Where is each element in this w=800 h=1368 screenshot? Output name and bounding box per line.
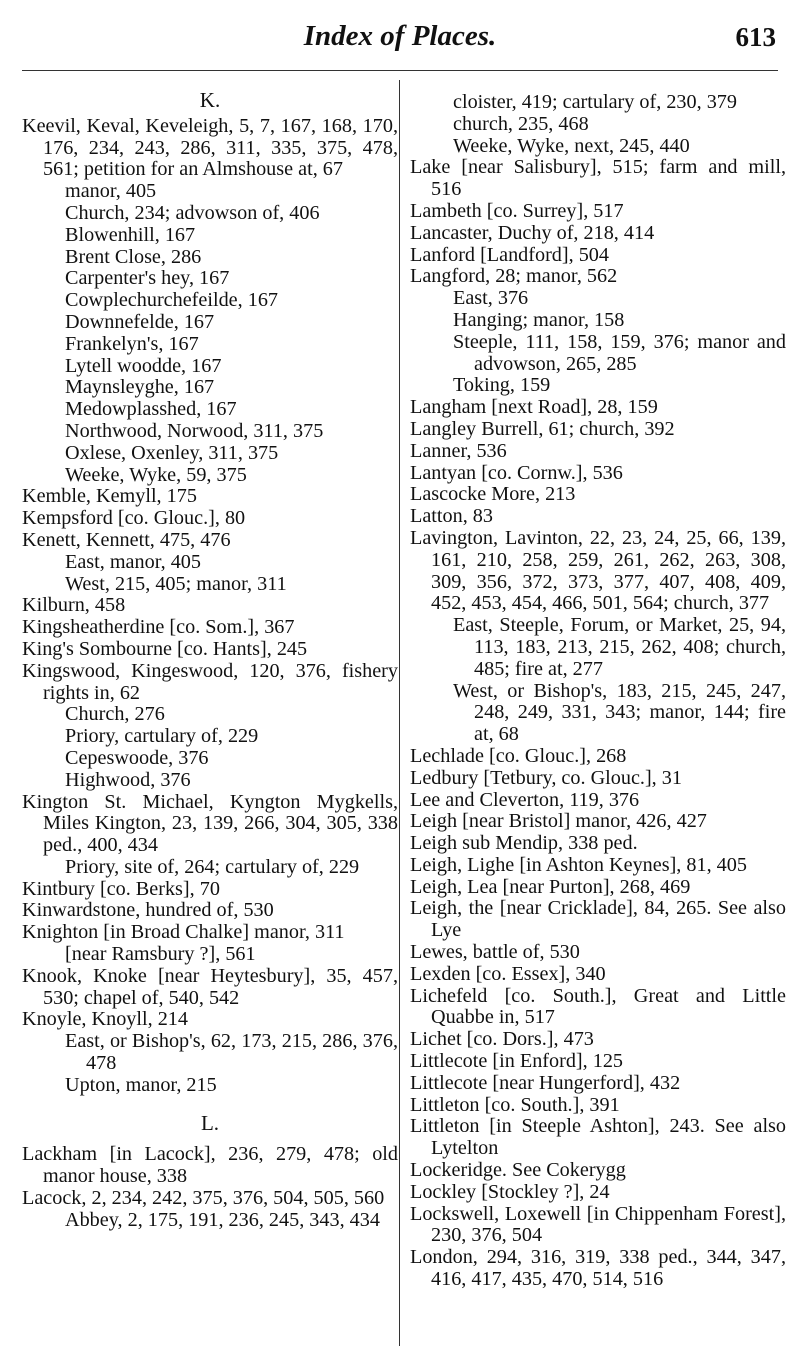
page-number: 613 <box>735 22 776 52</box>
index-entry: Langley Burrell, 61; church, 392 <box>410 417 675 440</box>
index-entry: London, 294, 316, 319, 338 ped., 344, 347, 416, 417, 435, 470, 514, 516 <box>410 1246 786 1291</box>
index-entry: Kempsford [co. Glouc.], 80 <box>22 507 246 530</box>
index-entry: Lambeth [co. Surrey], 517 <box>410 199 624 222</box>
index-entry: Lanner, 536 <box>410 439 507 462</box>
index-entry: King's Sombourne [co. Hants], 245 <box>22 637 308 660</box>
index-entry: Kingsheatherdine [co. Som.], 367 <box>22 616 295 639</box>
index-subentry: Priory, cartulary of, 229 <box>65 725 259 748</box>
index-entry: Littlecote [near Hungerford], 432 <box>410 1071 681 1094</box>
index-entry: Lockswell, Loxewell [in Chippenham Forest], 230, 376, 504 <box>410 1202 786 1247</box>
index-entry: Lee and Cleverton, 119, 376 <box>410 788 640 811</box>
index-subentry: Church, 234; advowson of, 406 <box>65 201 320 224</box>
index-subentry: manor, 405 <box>65 180 157 203</box>
index-entry: Knighton [in Broad Chalke] manor, 311 <box>22 921 345 944</box>
index-entry: Kenett, Kennett, 475, 476 <box>22 528 231 551</box>
index-entry: Littleton [in Steeple Ashton], 243. See also Lytelton <box>410 1115 786 1160</box>
index-entry: Knoyle, Knoyll, 214 <box>22 1008 188 1031</box>
index-entry: Lockeridge. See Cokerygg <box>410 1159 626 1182</box>
index-entry: Leigh sub Mendip, 338 ped. <box>410 832 638 855</box>
left-column <box>22 90 398 1232</box>
index-subentry: Carpenter's hey, 167 <box>65 267 230 290</box>
index-entry: Lichefeld [co. South.], Great and Little Quabbe in, 517 <box>410 984 786 1029</box>
section-letter-l: L. <box>200 1110 220 1135</box>
index-entry: Lockley [Stockley ?], 24 <box>410 1180 610 1203</box>
page-title: Index of Places. <box>303 20 497 52</box>
index-subentry: Maynsleyghe, 167 <box>65 376 215 399</box>
index-entry: Leigh, Lea [near Purton], 268, 469 <box>410 875 691 898</box>
index-entry: Kilburn, 458 <box>22 594 126 617</box>
index-subentry: East, 376 <box>453 287 529 310</box>
index-subentry: Weeke, Wyke, 59, 375 <box>65 463 247 486</box>
index-entry: Langford, 28; manor, 562 <box>410 265 618 288</box>
index-subentry: Abbey, 2, 175, 191, 236, 245, 343, 434 <box>65 1208 380 1231</box>
index-entry: Kintbury [co. Berks], 70 <box>22 877 220 900</box>
index-entry: Lichet [co. Dors.], 473 <box>410 1028 594 1051</box>
index-subentry: Toking, 159 <box>453 374 551 397</box>
index-subentry: church, 235, 468 <box>453 112 589 135</box>
index-subentry: Cepeswoode, 376 <box>65 746 209 769</box>
index-entry: Lascocke More, 213 <box>410 483 576 506</box>
index-subentry: East, manor, 405 <box>65 550 201 573</box>
index-entry: Lake [near Salisbury], 515; farm and mill, 516 <box>410 156 786 201</box>
index-entry: Lechlade [co. Glouc.], 268 <box>410 744 627 767</box>
index-entry: Lanford [Landford], 504 <box>410 243 609 266</box>
index-subentry: Priory, site of, 264; cartulary of, 229 <box>65 855 360 878</box>
index-subentry: West, 215, 405; manor, 311 <box>65 572 287 595</box>
index-subentry: Frankelyn's, 167 <box>65 332 199 355</box>
column-divider <box>399 80 400 1346</box>
index-entry: Lackham [in Lacock], 236, 279, 478; old manor house, 338 <box>22 1143 398 1188</box>
index-entry: Lewes, battle of, 530 <box>410 941 580 964</box>
index-entry: Leigh [near Bristol] manor, 426, 427 <box>410 810 707 833</box>
index-subentry: cloister, 419; cartulary of, 230, 379 <box>453 91 737 113</box>
index-entry: Latton, 83 <box>410 505 493 528</box>
index-entry: Lexden [co. Essex], 340 <box>410 962 606 985</box>
index-subentry: Hanging; manor, 158 <box>453 308 625 331</box>
index-subentry: Downnefelde, 167 <box>65 310 215 333</box>
index-entry: Lacock, 2, 234, 242, 375, 376, 504, 505, 560 <box>22 1187 385 1210</box>
index-entry: Lancaster, Duchy of, 218, 414 <box>410 221 655 244</box>
index-entry: Leigh, the [near Cricklade], 84, 265. See also Lye <box>410 897 786 942</box>
section-letter-k: K. <box>199 88 221 112</box>
index-subentry: Northwood, Norwood, 311, 375 <box>65 419 324 442</box>
index-entry: Lantyan [co. Cornw.], 536 <box>410 461 623 484</box>
index-entry: Kington St. Michael, Kyngton Mygkells, Miles Kington, 23, 139, 266, 304, 305, 338 ped., 400, 434 <box>22 790 398 857</box>
index-entry: Kemble, Kemyll, 175 <box>22 485 197 508</box>
index-subentry: Weeke, Wyke, next, 245, 440 <box>453 134 690 157</box>
index-subentry: Steeple, 111, 158, 159, 376; manor and advowson, 265, 285 <box>453 330 786 375</box>
index-entry: Knook, Knoke [near Heytesbury], 35, 457, 530; chapel of, 540, 542 <box>22 964 398 1009</box>
index-subentry: Lytell woodde, 167 <box>65 354 222 377</box>
index-subentry: Blowenhill, 167 <box>65 223 196 246</box>
index-entry: Littleton [co. South.], 391 <box>410 1093 620 1116</box>
index-entry: Langham [next Road], 28, 159 <box>410 396 658 419</box>
index-subentry: Brent Close, 286 <box>65 245 202 268</box>
index-subentry: Upton, manor, 215 <box>65 1073 217 1096</box>
index-entry: Ledbury [Tetbury, co. Glouc.], 31 <box>410 766 682 789</box>
index-entry: Leigh, Lighe [in Ashton Keynes], 81, 405 <box>410 853 747 876</box>
index-subentry: Medowplasshed, 167 <box>65 398 237 421</box>
index-subentry: West, or Bishop's, 183, 215, 245, 247, 248, 249, 331, 343; manor, 144; fire at, 68 <box>453 679 786 746</box>
index-subentry: Oxlese, Oxenley, 311, 375 <box>65 441 279 464</box>
index-subentry: [near Ramsbury ?], 561 <box>65 943 256 966</box>
page-header <box>22 18 778 62</box>
index-entry: Littlecote [in Enford], 125 <box>410 1050 624 1073</box>
index-entry: Lavington, Lavinton, 22, 23, 24, 25, 66, 139, 161, 210, 258, 259, 261, 262, 263, 308, 309, 356, 372, 373, 377, 407, 408, 409, 452, 453, 454, 466, 501, 564; church, 377 <box>410 526 786 615</box>
index-subentry: Highwood, 376 <box>65 768 191 791</box>
right-column <box>410 92 786 1291</box>
index-entry: Kingswood, Kingeswood, 120, 376, fishery rights in, 62 <box>22 659 398 704</box>
index-entry: Kinwardstone, hundred of, 530 <box>22 899 274 922</box>
index-subentry: East, or Bishop's, 62, 173, 215, 286, 376, 478 <box>65 1030 398 1075</box>
index-subentry: Cowplechurchefeilde, 167 <box>65 289 279 312</box>
index-subentry: Church, 276 <box>65 703 165 726</box>
index-subentry: East, Steeple, Forum, or Market, 25, 94, 113, 183, 213, 215, 262, 408; church, 485; fire at, 277 <box>453 614 786 680</box>
header-rule <box>22 70 778 71</box>
index-entry: Keevil, Keval, Keveleigh, 5, 7, 167, 168, 170, 176, 234, 243, 286, 311, 335, 375, 478, 561; petition for an Almshouse at, 67 <box>22 114 398 181</box>
